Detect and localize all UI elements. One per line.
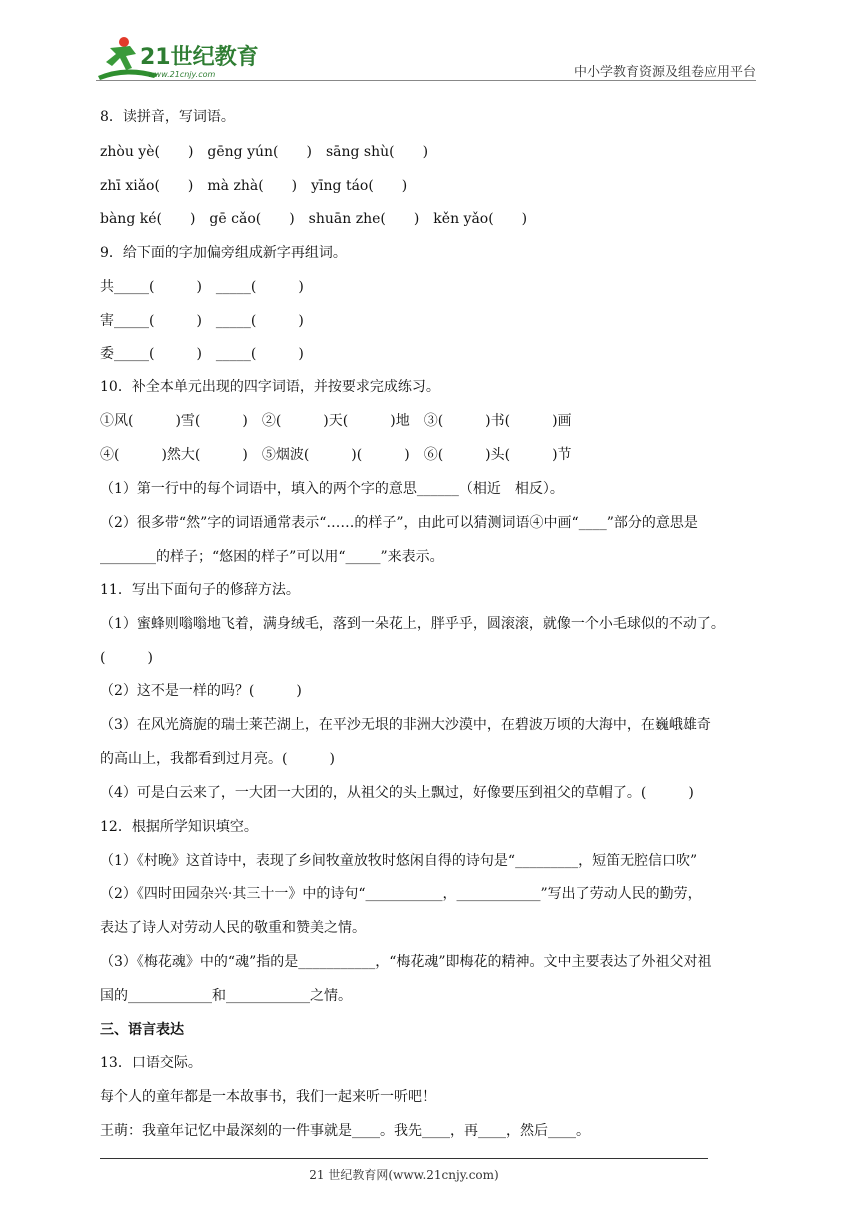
logo — [96, 34, 266, 80]
q12-p3b: 国的____________和____________之情。 — [100, 988, 352, 1004]
q11-p3a: （3）在风光旖旎的瑞士莱芒湖上，在平沙无垠的非洲大沙漠中，在碧波万顷的大海中，在巍峨雄奇 — [100, 717, 711, 733]
header-divider — [96, 80, 756, 81]
q11-p3b: 的高山上，我都看到过月亮。( ) — [100, 751, 335, 767]
section-title: 三、语言表达 — [100, 1022, 184, 1038]
q9-row2: 害_____( ) _____( ) — [100, 313, 304, 329]
q11-p1b: ( ) — [100, 650, 153, 666]
q8-row1: zhòu yè( ) gēng yún( ) sāng shù( ) — [100, 144, 429, 160]
q10-p2b: ________的样子；“悠困的样子”可以用“_____”来表示。 — [100, 549, 444, 565]
q13-intro: 每个人的童年都是一本故事书，我们一起来听一听吧！ — [100, 1089, 436, 1105]
page-header — [96, 30, 756, 82]
q12-p2b: 表达了诗人对劳动人民的敬重和赞美之情。 — [100, 920, 366, 936]
q9-title: 9．给下面的字加偏旁组成新字再组词。 — [100, 245, 347, 261]
q12-p1: （1）《村晚》这首诗中，表现了乡间牧童放牧时悠闲自得的诗句是“_________，短笛无腔信口吹” — [100, 853, 698, 869]
q13-title: 13．口语交际。 — [100, 1055, 202, 1071]
q9-row1: 共_____( ) _____( ) — [100, 279, 304, 295]
svg-text:21世纪教育: 21世纪教育 — [140, 45, 259, 70]
q12-p3a: （3）《梅花魂》中的“魂”指的是___________，“梅花魂”即梅花的精神。文中主要表达了外祖父对祖 — [100, 954, 712, 970]
q9-row3: 委_____( ) _____( ) — [100, 346, 304, 362]
q8-row3: bàng ké( ) gē cǎo( ) shuān zhe( ) kěn yǎo( ) — [100, 211, 528, 227]
q11-p2: （2）这不是一样的吗？( ) — [100, 683, 302, 699]
q11-p4: （4）可是白云来了，一大团一大团的，从祖父的头上飘过，好像要压到祖父的草帽了。( ) — [100, 785, 694, 801]
svg-text:www.21cnjy.com: www.21cnjy.com — [148, 70, 216, 79]
q11-title: 11．写出下面句子的修辞方法。 — [100, 582, 300, 598]
q10-p1: （1）第一行中的每个词语中，填入的两个字的意思______（相近 相反）。 — [100, 481, 564, 497]
q12-p2a: （2）《四时田园杂兴·其三十一》中的诗句“___________，____________”写出了劳动人民的勤劳， — [100, 886, 702, 902]
footer-divider — [100, 1158, 708, 1159]
q10-row1: ①风( )雪( ) ②( )天( )地 ③( )书( )画 — [100, 413, 572, 429]
q13-line1: 王萌：我童年记忆中最深刻的一件事就是____。我先____，再____，然后____。 — [100, 1123, 590, 1139]
q11-p1a: （1）蜜蜂则嗡嗡地飞着，满身绒毛，落到一朵花上，胖乎乎，圆滚滚，就像一个小毛球似的不动了。 — [100, 616, 725, 632]
q10-p2a: （2）很多带“然”字的词语通常表示“……的样子”，由此可以猜测词语④中画“____”部分的意思是 — [100, 515, 698, 531]
platform-label: 中小学教育资源及组卷应用平台 — [573, 65, 756, 80]
q10-title: 10．补全本单元出现的四字词语，并按要求完成练习。 — [100, 379, 440, 395]
q12-title: 12．根据所学知识填空。 — [100, 819, 258, 835]
q8-title: 8．读拼音，写词语。 — [100, 109, 235, 125]
q10-row2: ④( )然大( ) ⑤烟波( )( ) ⑥( )头( )节 — [100, 447, 572, 463]
q8-row2: zhī xiǎo( ) mà zhà( ) yīng táo( ) — [100, 178, 408, 194]
footer-text: 21 世纪教育网(www.21cnjy.com) — [309, 1168, 499, 1182]
